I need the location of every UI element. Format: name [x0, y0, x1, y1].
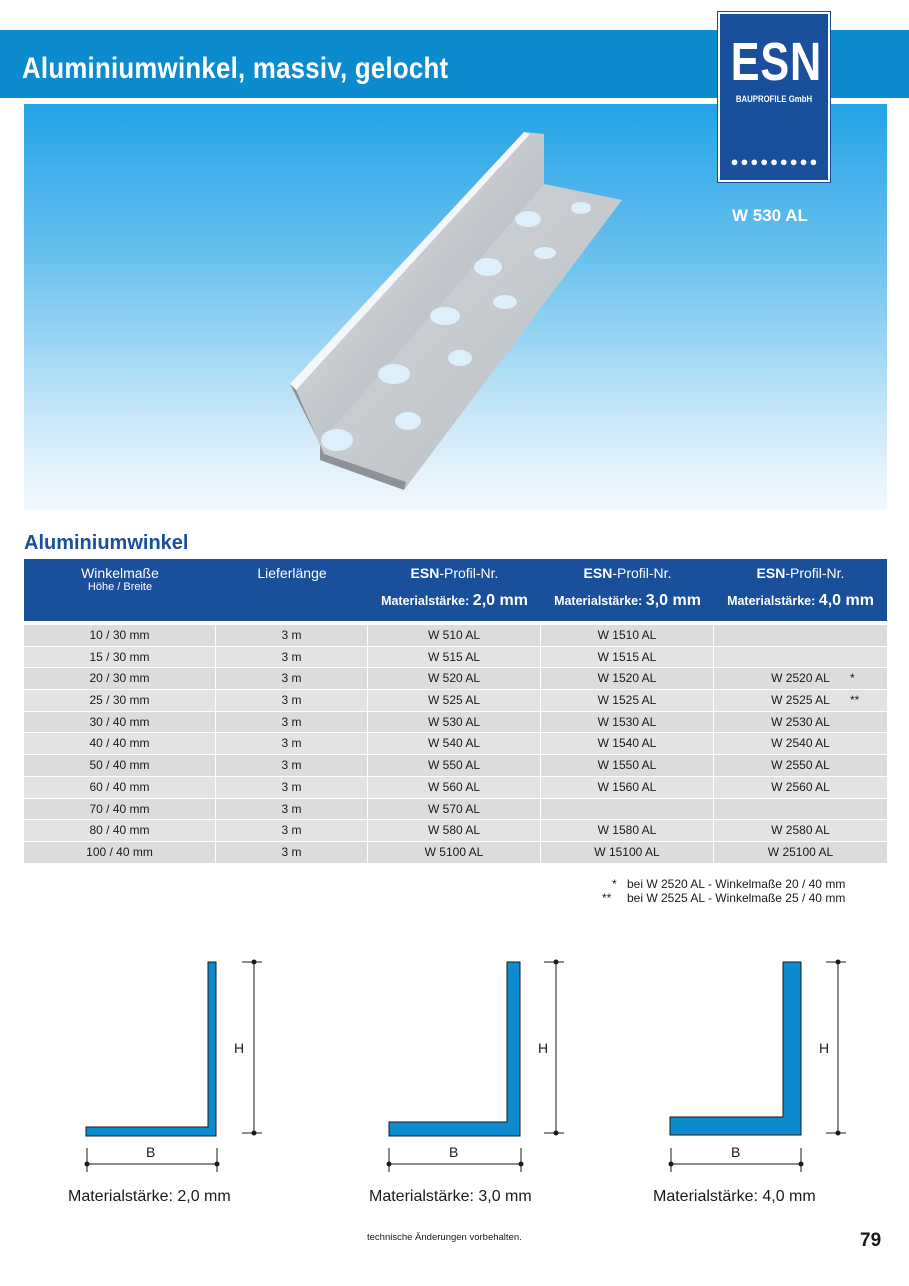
cell-dimensions: 100 / 40 mm	[24, 842, 216, 863]
header-dimensions-sub: Höhe / Breite	[87, 581, 153, 593]
cell-profile-4mm-value: W 2520 AL	[771, 671, 830, 686]
width-label: B	[731, 1144, 741, 1160]
angle-cross-section	[643, 950, 909, 1190]
cell-profile-2mm: W 530 AL	[368, 712, 541, 733]
cell-profile-3mm: W 1560 AL	[541, 777, 714, 798]
cell-dimensions: 10 / 30 mm	[24, 625, 216, 646]
cell-profile-4mm	[714, 820, 887, 841]
cell-length: 3 m	[216, 820, 368, 841]
table-row	[24, 712, 887, 734]
cell-dimensions: 70 / 40 mm	[24, 799, 216, 820]
cell-dimensions: 30 / 40 mm	[24, 712, 216, 733]
cell-profile-3mm: W 1540 AL	[541, 733, 714, 754]
header-profile-3mm	[541, 559, 714, 621]
cell-profile-4mm-value: W 2550 AL	[771, 758, 830, 773]
cell-profile-4mm-value: W 2560 AL	[771, 779, 830, 794]
product-model-label: W 530 AL	[732, 206, 808, 225]
cell-length: 3 m	[216, 712, 368, 733]
cell-profile-4mm-value: W 2530 AL	[771, 714, 830, 729]
diagram-caption-4mm: Materialstärke: 4,0 mm	[653, 1188, 816, 1205]
table-header	[24, 559, 887, 621]
cell-dimensions: 40 / 40 mm	[24, 733, 216, 754]
table-row	[24, 647, 887, 669]
product-table	[24, 559, 887, 859]
cell-length: 3 m	[216, 755, 368, 776]
header-material-label: Materialstärke:	[554, 594, 643, 608]
cell-profile-2mm: W 510 AL	[368, 625, 541, 646]
footnote-marker: **	[850, 693, 860, 708]
cell-length: 3 m	[216, 625, 368, 646]
cell-profile-4mm	[714, 647, 887, 668]
cell-profile-3mm: W 1580 AL	[541, 820, 714, 841]
table-row	[24, 755, 887, 777]
logo-dots: ●●●●●●●●●	[730, 154, 820, 169]
header-thickness: 4,0 mm	[818, 592, 874, 609]
footnote	[600, 877, 864, 891]
cell-dimensions: 50 / 40 mm	[24, 755, 216, 776]
header-profile-2mm	[368, 559, 541, 621]
profile-diagram-4mm	[643, 950, 909, 1190]
cell-profile-2mm: W 570 AL	[368, 799, 541, 820]
header-thickness: 2,0 mm	[472, 592, 528, 609]
cell-dimensions: 15 / 30 mm	[24, 647, 216, 668]
table-row	[24, 842, 887, 864]
header-material-label: Materialstärke:	[727, 594, 816, 608]
table-row	[24, 799, 887, 821]
cell-profile-2mm: W 5100 AL	[368, 842, 541, 863]
footnote-text: bei W 2520 AL - Winkelmaße 20 / 40 mm	[627, 877, 846, 891]
table-row	[24, 625, 887, 647]
cell-profile-4mm	[714, 712, 887, 733]
cell-profile-2mm: W 515 AL	[368, 647, 541, 668]
header-profile-suffix: -Profil-Nr.	[439, 565, 499, 581]
logo-text: ESN	[730, 32, 823, 92]
height-label: H	[819, 1040, 830, 1056]
footnotes	[600, 877, 864, 905]
header-brand: ESN	[410, 565, 440, 581]
cell-profile-4mm	[714, 668, 887, 689]
cell-profile-3mm: W 1510 AL	[541, 625, 714, 646]
cell-profile-4mm-value: W 2525 AL	[771, 693, 830, 708]
cell-length: 3 m	[216, 777, 368, 798]
cell-dimensions: 20 / 30 mm	[24, 668, 216, 689]
cell-profile-4mm	[714, 733, 887, 754]
header-brand: ESN	[583, 565, 613, 581]
width-label: B	[146, 1144, 156, 1160]
header-brand: ESN	[756, 565, 786, 581]
height-label: H	[234, 1040, 245, 1056]
cell-profile-2mm: W 550 AL	[368, 755, 541, 776]
table-row	[24, 690, 887, 712]
header-thickness: 3,0 mm	[645, 592, 701, 609]
header-length-label: Lieferlänge	[257, 565, 327, 581]
cell-profile-3mm: W 1550 AL	[541, 755, 714, 776]
page-title: Aluminiumwinkel, massiv, gelocht	[22, 52, 449, 85]
cell-profile-4mm-value: W 2580 AL	[771, 823, 830, 838]
header-dimensions-label: Winkelmaße	[81, 565, 159, 581]
cell-dimensions: 60 / 40 mm	[24, 777, 216, 798]
header-dimensions	[24, 559, 216, 621]
header-material-label: Materialstärke:	[381, 594, 470, 608]
cell-profile-4mm	[714, 755, 887, 776]
footnote-text: bei W 2525 AL - Winkelmaße 25 / 40 mm	[627, 891, 846, 905]
table-row	[24, 777, 887, 799]
esn-logo	[718, 12, 830, 182]
footnote-marker: *	[612, 877, 617, 891]
cell-length: 3 m	[216, 733, 368, 754]
table-body	[24, 625, 887, 864]
cell-length: 3 m	[216, 647, 368, 668]
section-title: Aluminiumwinkel	[24, 532, 189, 554]
cell-profile-4mm	[714, 625, 887, 646]
cell-profile-2mm: W 520 AL	[368, 668, 541, 689]
table-row	[24, 733, 887, 755]
cell-length: 3 m	[216, 799, 368, 820]
cell-dimensions: 25 / 30 mm	[24, 690, 216, 711]
logo-subtext: BAUPROFILE GmbH	[735, 94, 813, 105]
profile-diagram-3mm	[362, 950, 642, 1190]
profile-diagram-2mm	[60, 950, 340, 1190]
cell-profile-4mm	[714, 842, 887, 863]
header-profile-suffix: -Profil-Nr.	[612, 565, 672, 581]
cell-profile-3mm	[541, 799, 714, 820]
footer-note: technische Änderungen vorbehalten.	[367, 1232, 522, 1243]
cell-length: 3 m	[216, 668, 368, 689]
cell-dimensions: 80 / 40 mm	[24, 820, 216, 841]
cell-profile-2mm: W 540 AL	[368, 733, 541, 754]
cell-profile-2mm: W 560 AL	[368, 777, 541, 798]
page-number: 79	[860, 1230, 882, 1251]
cell-profile-4mm	[714, 799, 887, 820]
height-label: H	[538, 1040, 549, 1056]
cell-profile-4mm	[714, 777, 887, 798]
header-length	[216, 559, 368, 621]
header-profile-4mm	[714, 559, 887, 621]
cell-profile-3mm: W 1515 AL	[541, 647, 714, 668]
cell-profile-2mm: W 525 AL	[368, 690, 541, 711]
cell-length: 3 m	[216, 842, 368, 863]
diagram-caption-2mm: Materialstärke: 2,0 mm	[68, 1188, 231, 1205]
table-row	[24, 668, 887, 690]
cell-profile-3mm: W 1520 AL	[541, 668, 714, 689]
cell-profile-3mm: W 1525 AL	[541, 690, 714, 711]
cell-profile-3mm: W 1530 AL	[541, 712, 714, 733]
footnote-marker: *	[850, 671, 855, 686]
cell-profile-3mm: W 15100 AL	[541, 842, 714, 863]
width-label: B	[449, 1144, 459, 1160]
diagram-caption-3mm: Materialstärke: 3,0 mm	[369, 1188, 532, 1205]
cell-profile-4mm-value: W 2540 AL	[771, 736, 830, 751]
cell-profile-2mm: W 580 AL	[368, 820, 541, 841]
cell-profile-4mm-value: W 25100 AL	[767, 844, 834, 859]
footnote-marker: **	[602, 891, 612, 905]
footnote	[600, 891, 864, 905]
table-row	[24, 820, 887, 842]
angle-cross-section	[362, 950, 642, 1190]
cell-length: 3 m	[216, 690, 368, 711]
cell-profile-4mm	[714, 690, 887, 711]
angle-cross-section	[60, 950, 340, 1190]
header-profile-suffix: -Profil-Nr.	[785, 565, 845, 581]
